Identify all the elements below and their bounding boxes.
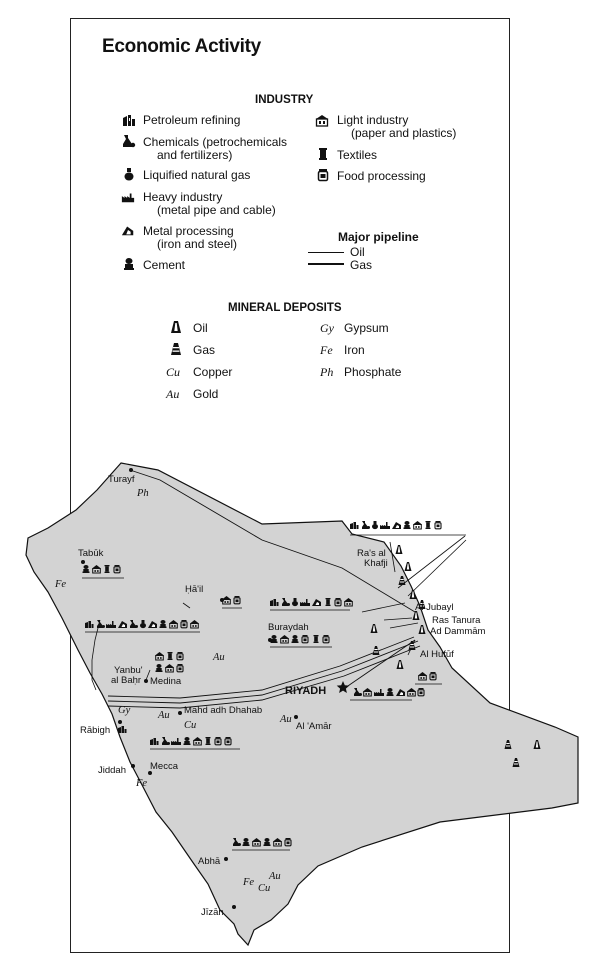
city-al-amar: Al 'Amār: [296, 721, 332, 732]
city-ras-khafji-line2: Khafji: [364, 558, 388, 569]
gypsum-symbol: Gy: [320, 321, 334, 335]
city-buraydah: Buraydah: [268, 622, 309, 633]
legend-text: Gypsum: [344, 321, 389, 335]
legend-text: Petroleum refining: [143, 113, 241, 127]
mineral-fe-northwest: Fe: [55, 579, 67, 590]
phosphate-symbol: Ph: [320, 365, 334, 379]
city-ras-tanura: Ras Tanura: [432, 615, 481, 626]
mineral-au-riyadh: Au: [280, 714, 292, 725]
mineral-fe-south: Fe: [243, 877, 255, 888]
city-al-hufuf: Al Hufūf: [420, 649, 454, 660]
legend-gas: Gas: [193, 343, 216, 357]
mineral-gy-west: Gy: [118, 705, 131, 716]
cluster-khafji: [350, 521, 441, 529]
mineral-au-mahd: Au: [158, 710, 170, 721]
city-jiddah: Jiddah: [98, 765, 126, 776]
gold-symbol: Au: [166, 387, 180, 401]
legend-text: Liquified natural gas: [143, 168, 251, 182]
mineral-cu-mahd: Cu: [184, 720, 197, 731]
legend-text: Copper: [193, 365, 233, 379]
legend-text: Light industry: [337, 113, 409, 127]
city-yanbu-line1: Yanbu': [114, 665, 143, 676]
city-tabuk: Tabūk: [78, 548, 104, 559]
iron-symbol: Fe: [320, 343, 333, 357]
city-turayf: Turayf: [108, 474, 135, 485]
legend-text: Heavy industry: [143, 190, 223, 204]
city-yanbu-line2: al Baḥr: [111, 675, 142, 686]
city-ad-dammam: Ad Dammām: [430, 626, 486, 637]
legend-text: Cement: [143, 258, 186, 272]
gas-pipeline-legend-label: Gas: [350, 258, 373, 272]
city-jizan: Jīzān: [201, 907, 224, 918]
legend-text: Metal processing: [143, 224, 234, 238]
mineral-au-south: Au: [269, 871, 281, 882]
pipeline-legend-title: Major pipeline: [338, 230, 419, 244]
country-outline: [26, 463, 578, 945]
legend-text: Gold: [193, 387, 219, 401]
legend-text: Textiles: [337, 148, 378, 162]
legend-oil: Oil: [193, 321, 208, 335]
mineral-fe-mecca: Fe: [136, 778, 148, 789]
legend-subtext: and fertilizers): [157, 148, 233, 162]
legend-subtext: (iron and steel): [157, 237, 238, 251]
legend-subtext: (metal pipe and cable): [157, 203, 276, 217]
legend-text: Chemicals (petrochemicals: [143, 135, 288, 149]
minerals-heading: MINERAL DEPOSITS: [228, 302, 342, 314]
city-rabigh: Rābigh: [80, 725, 111, 736]
capital-riyadh: RIYADH: [285, 685, 327, 697]
legend-text: Phosphate: [344, 365, 402, 379]
legend-text: Food processing: [337, 169, 426, 183]
mineral-au-center: Au: [213, 652, 225, 663]
oil-pipeline-legend-label: Oil: [350, 245, 365, 259]
city-hail: Ḥā'il: [185, 584, 204, 595]
city-mecca: Mecca: [150, 761, 178, 772]
city-medina: Medina: [150, 676, 182, 687]
legend-subtext: (paper and plastics): [351, 126, 457, 140]
city-mahd-adh-dhahab: Mahd adh Dhahab: [184, 705, 263, 716]
legend-text: Iron: [344, 343, 365, 357]
city-abha: Abhā: [198, 856, 221, 867]
city-al-jubayl: Al Jubayl: [415, 602, 454, 613]
city-ras-khafji-line1: Ra's al: [357, 548, 386, 559]
mineral-cu-south: Cu: [258, 883, 271, 894]
copper-symbol: Cu: [166, 365, 181, 379]
map-title: Economic Activity: [102, 36, 261, 57]
mineral-ph-north: Ph: [137, 488, 149, 499]
industry-heading: INDUSTRY: [255, 94, 314, 106]
